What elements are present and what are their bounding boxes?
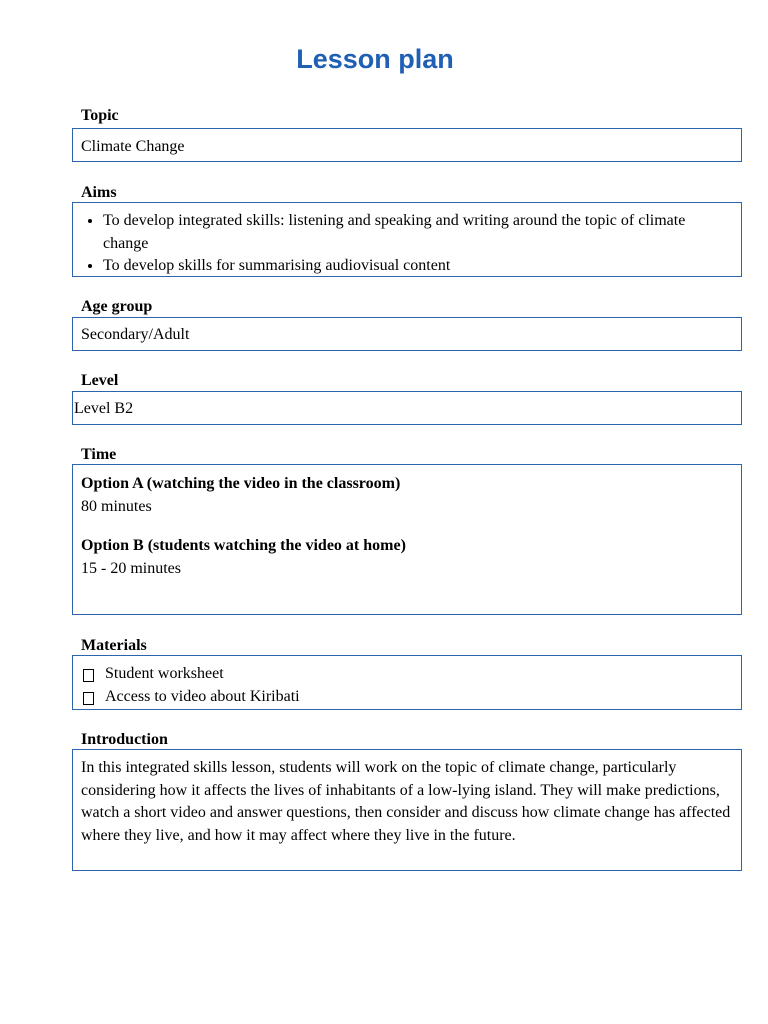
- age-group-value: Secondary/Adult: [81, 326, 190, 343]
- option-b-value: 15 - 20 minutes: [81, 559, 181, 577]
- level-box: [72, 391, 742, 425]
- aims-item: • To develop skills for summarising audiovisual content: [103, 255, 733, 278]
- option-a-value: 80 minutes: [81, 497, 152, 515]
- time-label: Time: [81, 446, 117, 463]
- materials-item-label: Student worksheet: [105, 665, 224, 682]
- aims-item: • To develop integrated skills: listening and speaking and writing around the topic of climate change: [103, 210, 733, 255]
- option-a-heading: Option A (watching the video in the classroom): [81, 475, 401, 492]
- materials-label: Materials: [81, 637, 147, 654]
- topic-label: Topic: [81, 107, 119, 124]
- aims-box: [72, 202, 742, 277]
- materials-list: [81, 663, 733, 708]
- level-value: Level B2: [74, 400, 134, 417]
- introduction-label: Introduction: [81, 731, 168, 748]
- materials-item: [81, 686, 733, 709]
- level-label: Level: [81, 372, 119, 389]
- topic-box: [72, 128, 742, 162]
- time-box: [72, 464, 742, 615]
- materials-box: [72, 655, 742, 710]
- option-b-heading: Option B (students watching the video at home): [81, 537, 406, 554]
- age-group-label: Age group: [81, 298, 153, 315]
- topic-value: Climate Change: [81, 138, 185, 155]
- materials-item-label: Access to video about Kiribati: [105, 687, 300, 705]
- page-title: Lesson plan: [296, 44, 454, 74]
- aims-list: [81, 210, 733, 278]
- aims-label: Aims: [81, 184, 117, 201]
- checkbox-icon: [83, 692, 94, 705]
- age-group-box: [72, 317, 742, 351]
- introduction-box: [72, 749, 742, 871]
- checkbox-icon: [83, 669, 94, 682]
- materials-item: [81, 663, 733, 686]
- introduction-text: In this integrated skills lesson, students will work on the topic of climate change, particularly considering how it affects the lives of inhabitants of a low-lying island. They will make predictions, watch a short video and answer questions, then consider and discuss how climate change has affected where they live, and how it may affect where they live in the future.: [81, 759, 731, 844]
